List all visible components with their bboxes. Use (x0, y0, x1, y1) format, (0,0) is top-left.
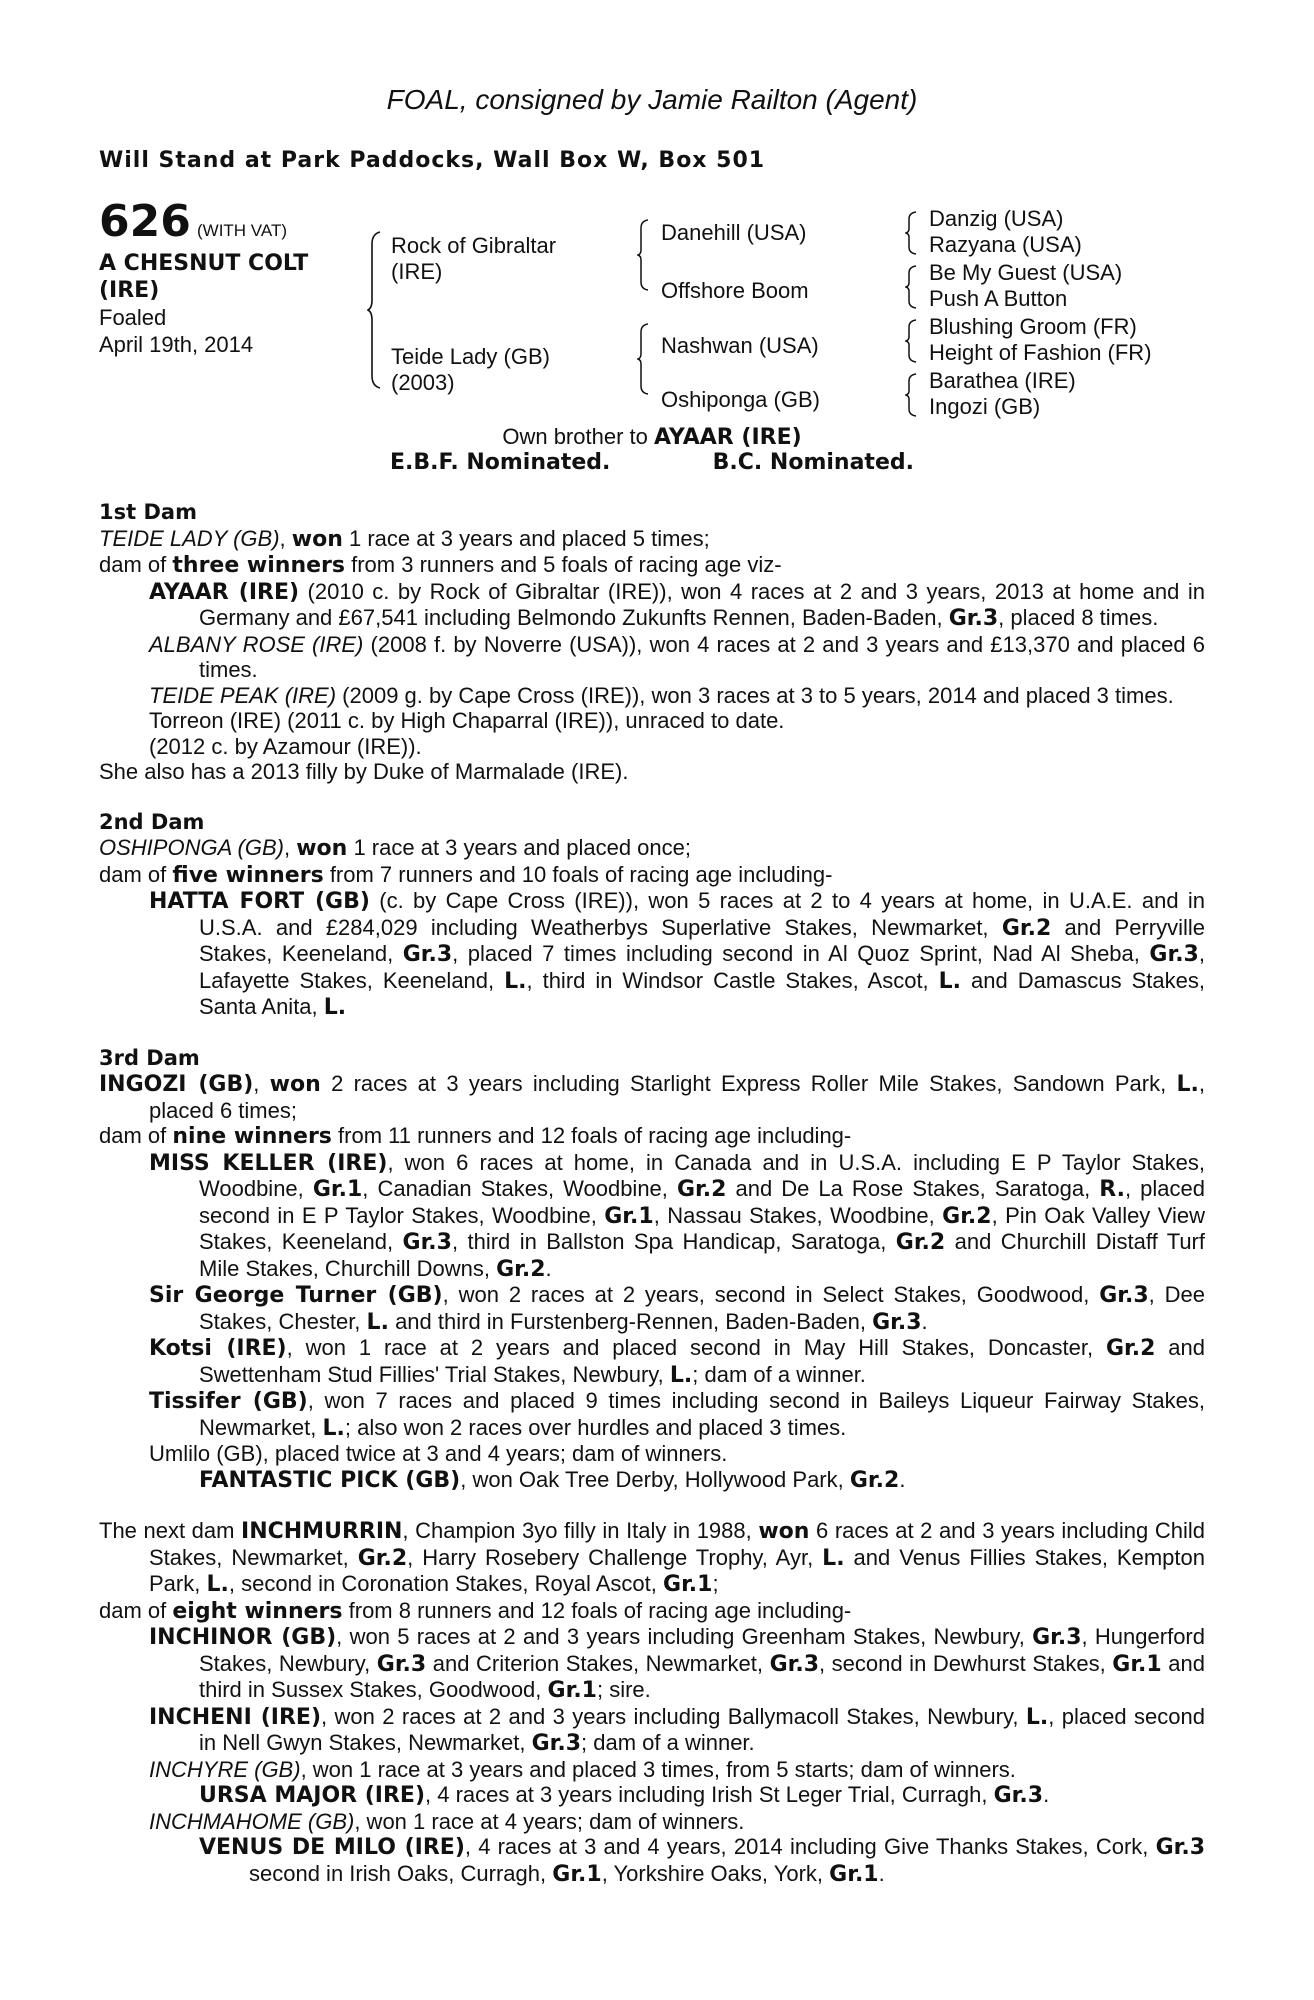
dam-year: (2003) (391, 370, 455, 395)
produce-entry: (2012 c. by Azamour (IRE)). (149, 733, 422, 759)
produce-entry: HATTA FORT (GB) (c. by Cape Cross (IRE)), won 5 races at 2 to 4 years at home, in U.A.E. and in U.S.A. and £284,029 including Weatherbys Superlative Stakes, Newmarket, Gr.2 and Perryville Stakes, Keeneland, Gr.3, placed 7 times including second in Al Quoz Sprint, Nad Al Sheba, Gr.3, Lafayette Stakes, Keeneland, L., third in Windsor Castle Stakes, Ascot, L. and Damascus Stakes, Santa Anita, L. (149, 888, 1205, 1020)
produce-entry: MISS KELLER (IRE), won 6 races at home, in Canada and in U.S.A. including E P Taylor Stakes, Woodbine, Gr.1, Canadian Stakes, Woodbine, Gr.2 and De La Rose Stakes, Saratoga, R., placed second in E P Taylor Stakes, Woodbine, Gr.1, Nassau Stakes, Woodbine, Gr.2, Pin Oak Valley View Stakes, Keeneland, Gr.3, third in Ballston Spa Handicap, Saratoga, Gr.2 and Churchill Distaff Turf Mile Stakes, Churchill Downs, Gr.2. (149, 1149, 1206, 1282)
pedigree-brace-icon (637, 218, 649, 292)
produce-entry: INCHENI (IRE), won 2 races at 2 and 3 years including Ballymacoll Stakes, Newbury, L., placed second in Nell Gwyn Stakes, Newmarket, Gr.3; dam of a winner. (149, 1703, 1205, 1756)
produce-entry: ALBANY ROSE (IRE) (2008 f. by Noverre (USA)), won 4 races at 2 and 3 years and £13,370 and placed 6 times. (149, 631, 1205, 682)
dam-name: Teide Lady (GB) (391, 344, 550, 369)
pedigree-gen3-1: Danzig (USA) (929, 206, 1064, 231)
next-dam-record: The next dam INCHMURRIN, Champion 3yo filly in Italy in 1988, won 6 races at 2 and 3 years including Child Stakes, Newmarket, Gr.2, Harry Rosebery Challenge Trophy, Ayr, L. and Venus Fillies Stakes, Kempton Park, L., second in Coronation Stakes, Royal Ascot, Gr.1; (99, 1518, 1205, 1597)
pedigree-gen3-8: Ingozi (GB) (929, 394, 1041, 419)
ebf-nominated: E.B.F. Nominated. (390, 450, 611, 475)
lot-number-line (99, 196, 379, 247)
first-dam-record: TEIDE LADY (GB), won 1 race at 3 years and placed 5 times; (99, 525, 710, 552)
pedigree-gen3-5: Blushing Groom (FR) (929, 314, 1137, 339)
pedigree-gen3-4: Push A Button (929, 286, 1068, 311)
second-dam-produce: dam of five winners from 7 runners and 10 foals of racing age including- (99, 861, 833, 888)
second-dam-record: OSHIPONGA (GB), won 1 race at 3 years and placed once; (99, 835, 692, 861)
produce-entry: Umlilo (GB), placed twice at 3 and 4 years; dam of winners. (149, 1441, 728, 1466)
foaled-date: April 19th, 2014 (99, 332, 254, 357)
first-dam-also: She also has a 2013 filly by Duke of Marmalade (IRE). (99, 759, 629, 784)
pedigree-brace-icon (905, 264, 917, 310)
next-dam-produce: dam of eight winners from 8 runners and 12 foals of racing age including- (99, 1597, 852, 1624)
own-brother-name: AYAAR (IRE) (653, 425, 802, 450)
third-dam-produce: dam of nine winners from 11 runners and 12 foals of racing age including- (99, 1123, 852, 1149)
bc-nominated: B.C. Nominated. (712, 450, 914, 475)
second-dam-heading: 2nd Dam (99, 809, 205, 834)
produce-entry: URSA MAJOR (IRE), 4 races at 3 years including Irish St Leger Trial, Curragh, Gr.3. (199, 1782, 1050, 1808)
lot-info (99, 196, 379, 358)
horse-description (99, 250, 379, 304)
catalogue-body (99, 500, 1205, 1887)
pedigree-brace-icon (367, 230, 381, 390)
pedigree-sire-sire: Danehill (USA) (661, 220, 807, 245)
pedigree-gen3-2: Razyana (USA) (929, 232, 1082, 257)
own-brother-note (99, 424, 1205, 450)
produce-entry: AYAAR (IRE) (2010 c. by Rock of Gibraltar (IRE)), won 4 races at 2 and 3 years, 2013 at home and in Germany and £67,541 including Belmondo Zukunfts Rennen, Baden-Baden, Gr.3, placed 8 times. (149, 578, 1205, 631)
vat-note: (WITH VAT) (196, 221, 287, 240)
horse-description-line2: (IRE) (99, 278, 160, 303)
third-dam-heading: 3rd Dam (99, 1045, 200, 1070)
pedigree-gen3-3: Be My Guest (USA) (929, 260, 1123, 285)
sire-name: Rock of Gibraltar (391, 233, 557, 258)
produce-entry: INCHINOR (GB), won 5 races at 2 and 3 years including Greenham Stakes, Newbury, Gr.3, Hungerford Stakes, Newbury, Gr.3 and Criterion Stakes, Newmarket, Gr.3, second in Dewhurst Stakes, Gr.1 and third in Sussex Stakes, Goodwood, Gr.1; sire. (149, 1624, 1205, 1703)
produce-entry: TEIDE PEAK (IRE) (2009 g. by Cape Cross (IRE)), won 3 races at 3 to 5 years, 2014 and placed 3 times. (149, 682, 1174, 708)
pedigree-brace-icon (637, 322, 649, 396)
produce-entry: Tissifer (GB), won 7 races and placed 9 times including second in Baileys Liqueur Fairway Stakes, Newmarket, L.; also won 2 races over hurdles and placed 3 times. (149, 1388, 1205, 1441)
first-dam-heading: 1st Dam (99, 500, 197, 524)
pedigree-dam (391, 344, 550, 396)
stable-location: Will Stand at Park Paddocks, Wall Box W, Box 501 (99, 148, 766, 173)
pedigree-gen3-6: Height of Fashion (FR) (929, 340, 1152, 365)
third-dam-record: INGOZI (GB), won 2 races at 3 years including Starlight Express Roller Mile Stakes, Sandown Park, L., placed 6 times; (99, 1071, 1205, 1123)
pedigree-dam-dam: Oshiponga (GB) (661, 387, 820, 412)
first-dam-produce: dam of three winners from 3 runners and 5 foals of racing age viz- (99, 552, 782, 578)
nominations (99, 449, 1205, 475)
pedigree-sire-dam: Offshore Boom (661, 278, 809, 303)
pedigree-dam-sire: Nashwan (USA) (661, 333, 819, 358)
produce-entry: INCHYRE (GB), won 1 race at 3 years and placed 3 times, from 5 starts; dam of winners. (149, 1756, 1016, 1782)
produce-entry: VENUS DE MILO (IRE), 4 races at 3 and 4 years, 2014 including Give Thanks Stakes, Cork, Gr.3 second in Irish Oaks, Curragh, Gr.1, Yorkshire Oaks, York, Gr.1. (199, 1834, 1205, 1887)
pedigree-sire (391, 233, 556, 285)
produce-entry: FANTASTIC PICK (GB), won Oak Tree Derby, Hollywood Park, Gr.2. (199, 1466, 906, 1493)
produce-entry: Torreon (IRE) (2011 c. by High Chaparral (IRE)), unraced to date. (149, 708, 785, 733)
pedigree-gen3-7: Barathea (IRE) (929, 368, 1076, 393)
own-brother-prefix: Own brother to (502, 424, 648, 449)
horse-description-line1: A CHESNUT COLT (99, 251, 309, 276)
foaled-label: Foaled (99, 305, 167, 330)
pedigree-brace-icon (905, 210, 917, 256)
sire-origin: (IRE) (391, 259, 443, 284)
produce-entry: Kotsi (IRE), won 1 race at 2 years and placed second in May Hill Stakes, Doncaster, Gr.2 and Swettenham Stud Fillies' Trial Stakes, Newbury, L.; dam of a winner. (149, 1335, 1205, 1388)
produce-entry: INCHMAHOME (GB), won 1 race at 4 years; dam of winners. (149, 1808, 745, 1834)
pedigree-brace-icon (905, 372, 917, 418)
pedigree-brace-icon (905, 318, 917, 364)
produce-entry: Sir George Turner (GB), won 2 races at 2 years, second in Select Stakes, Goodwood, Gr.3, Dee Stakes, Chester, L. and third in Furstenberg-Rennen, Baden-Baden, Gr.3. (149, 1282, 1205, 1335)
lot-number: 626 (99, 196, 191, 247)
consignment-title: FOAL, consigned by Jamie Railton (Agent) (386, 84, 918, 115)
